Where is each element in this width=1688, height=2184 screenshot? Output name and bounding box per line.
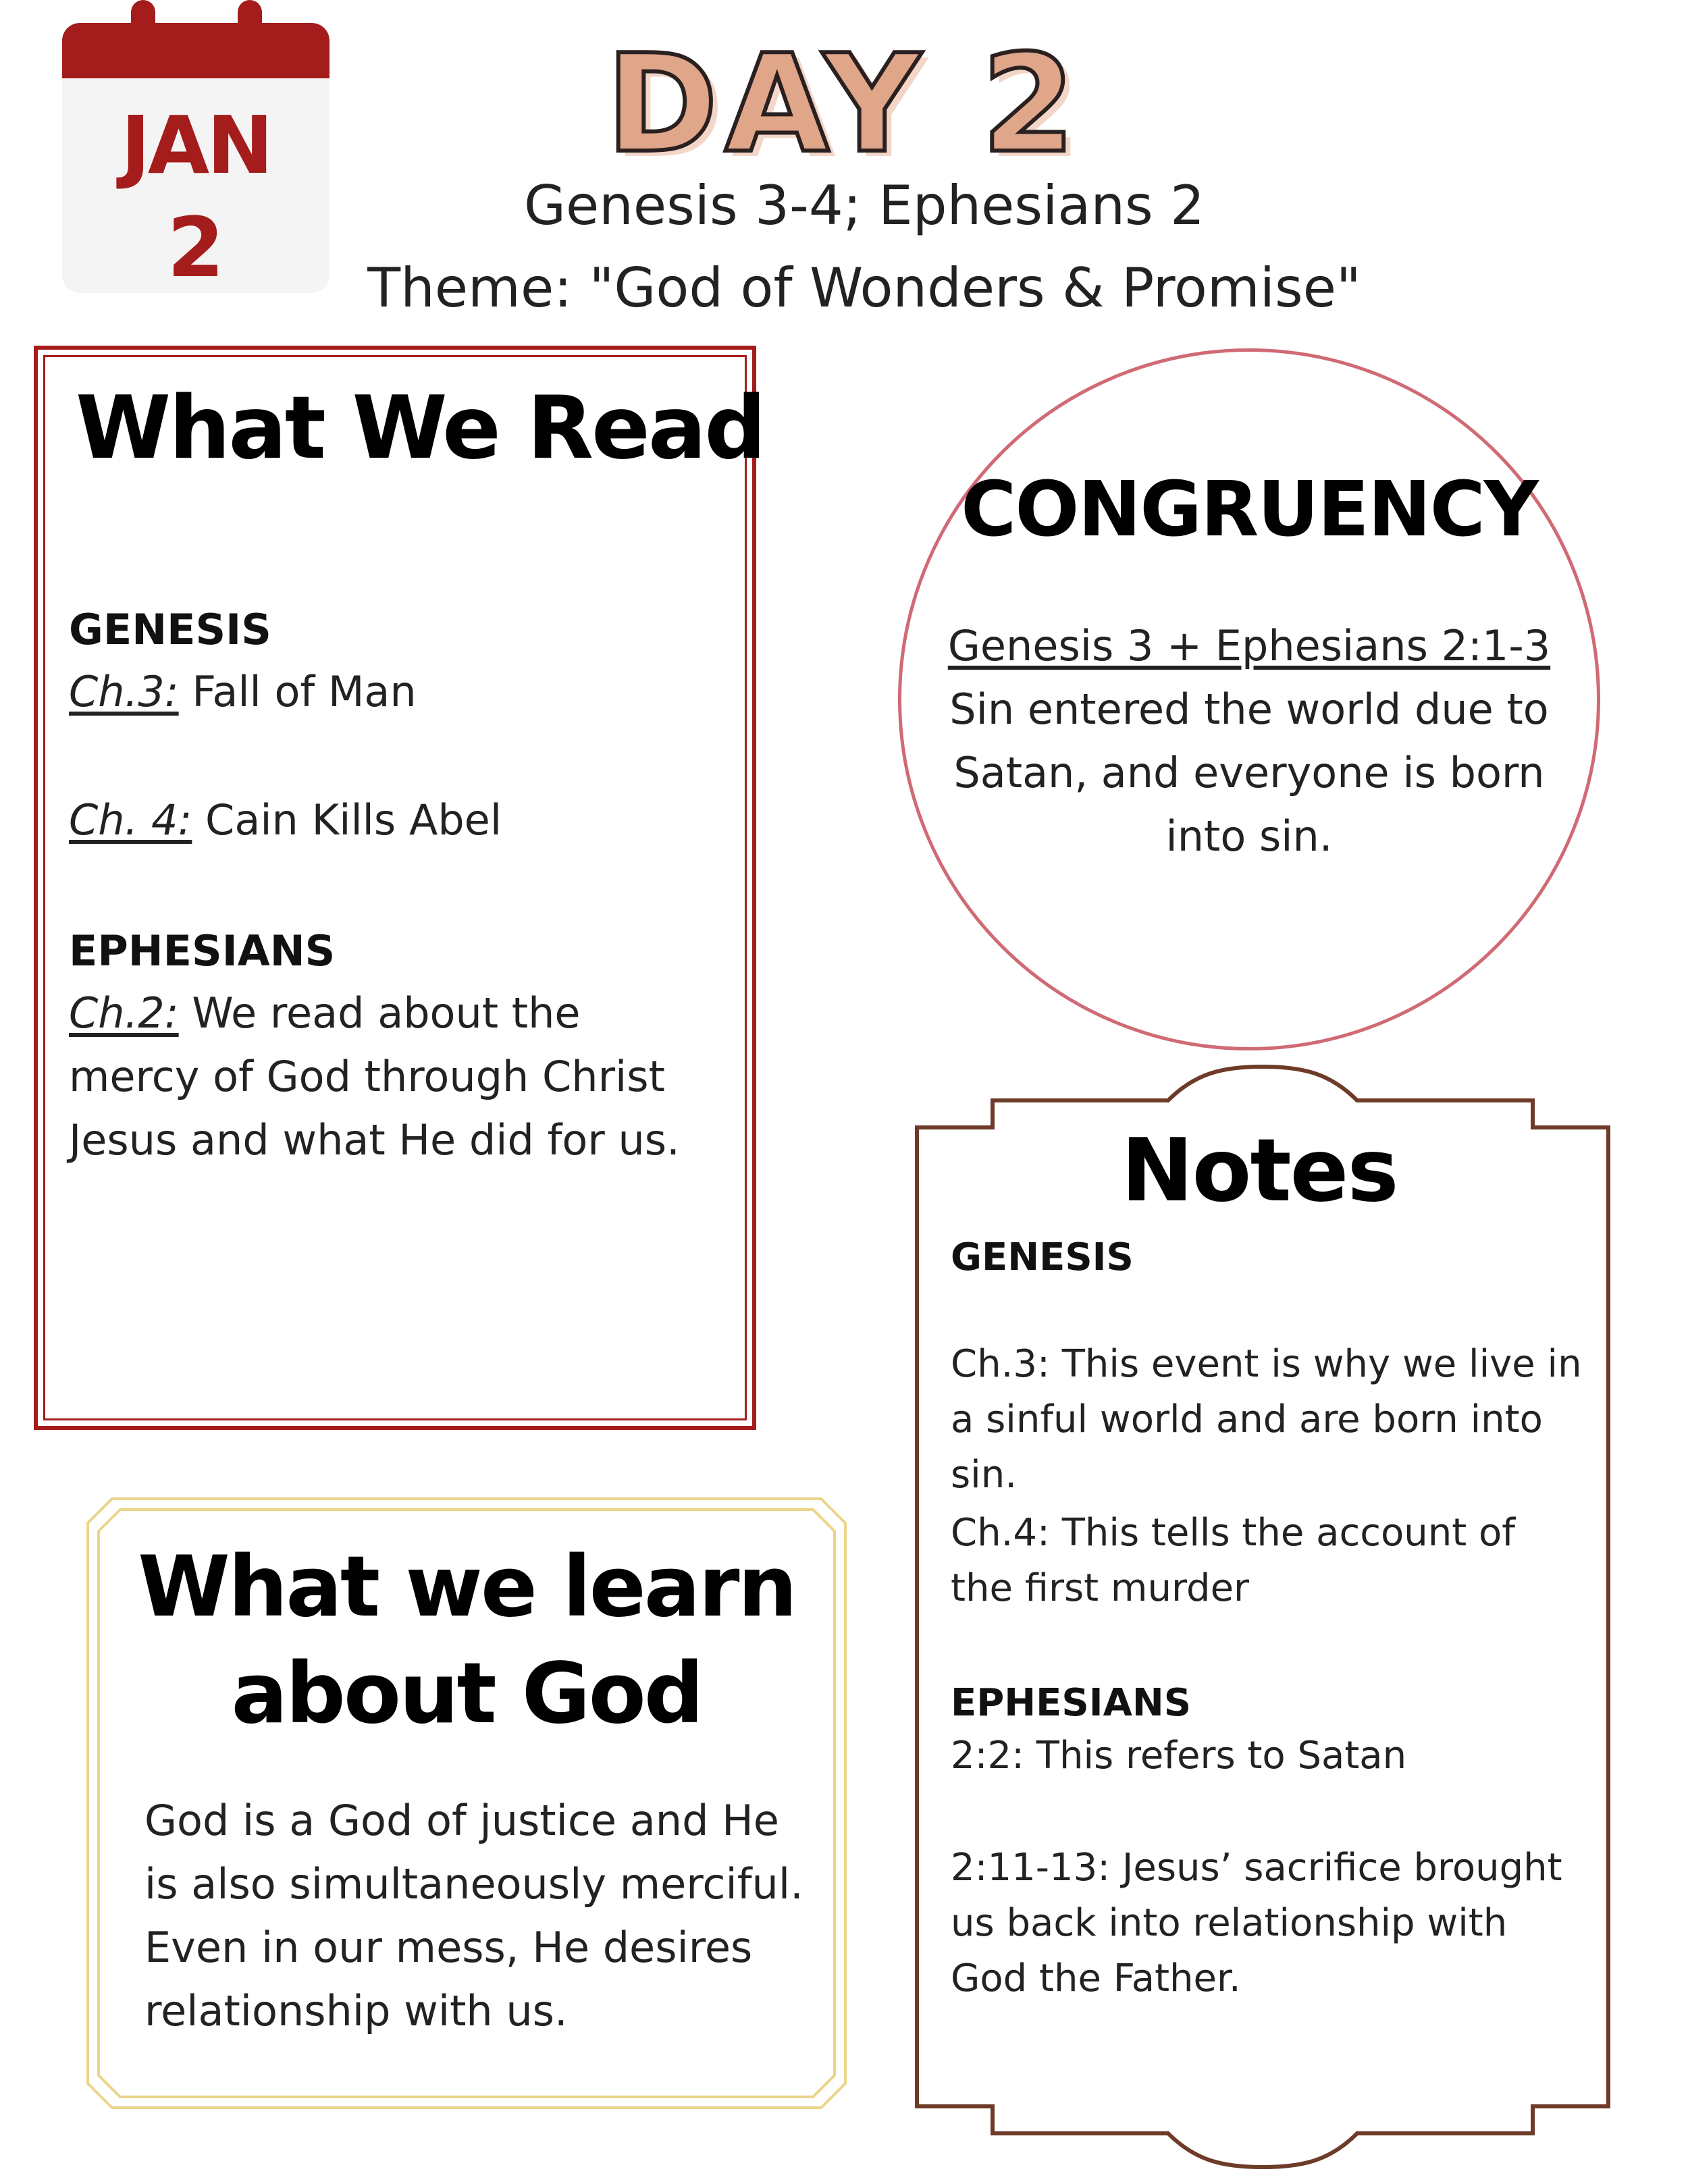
congruency-reference: Genesis 3 + Ephesians 2:1-3 — [947, 621, 1551, 670]
notes-title: Notes — [1121, 1121, 1398, 1221]
theme-line: Theme: "God of Wonders & Promise" — [367, 257, 1361, 319]
page-title: DAY 2 — [606, 26, 1082, 183]
ephesians-heading: EPHESIANS — [69, 926, 336, 976]
learn-text: God is a God of justice and He is also simultaneously merciful. Even in our mess, He desires relationship with us. — [144, 1796, 803, 2035]
ch2-label: Ch.2: — [69, 988, 179, 1038]
calendar-month: JAN — [121, 99, 271, 192]
ch2-text: We read about the mercy of God through Christ Jesus and what He did for us. — [69, 988, 680, 1165]
notes-ephesians-heading: EPHESIANS — [951, 1681, 1192, 1725]
ch4-text: Cain Kills Abel — [192, 795, 502, 845]
genesis-ch4-line — [69, 795, 502, 845]
congruency-text: Sin entered the world due to Satan, and everyone is born into sin. — [949, 685, 1549, 861]
reading-reference: Genesis 3-4; Ephesians 2 — [523, 174, 1205, 237]
genesis-heading: GENESIS — [69, 605, 271, 654]
ephesians-ch2-paragraph — [69, 982, 717, 1172]
what-we-read-box — [34, 346, 756, 1430]
notes-ch4: Ch.4: This tells the account of the first murder — [951, 1511, 1516, 1610]
learn-title: What we learn about God — [138, 1539, 795, 1742]
notes-eph-2-2: 2:2: This refers to Satan — [951, 1734, 1407, 1778]
notes-frame — [912, 1053, 1614, 2181]
ch4-label: Ch. 4: — [69, 795, 192, 845]
notes-genesis-heading: GENESIS — [951, 1235, 1134, 1279]
notes-eph-2-11: 2:11-13: Jesus’ sacrifice brought us back into relationship with God the Father. — [951, 1846, 1562, 2000]
congruency-title: CONGRUENCY — [961, 466, 1537, 554]
what-we-read-title: What We Read — [76, 378, 764, 479]
genesis-ch3-line — [69, 667, 417, 716]
ch3-label: Ch.3: — [69, 667, 179, 716]
ch3-text: Fall of Man — [178, 667, 417, 716]
notes-ch3: Ch.3: This event is why we live in a sinful world and are born into sin. — [951, 1342, 1582, 1497]
congruency-body — [925, 614, 1573, 868]
calendar-day: 2 — [167, 200, 225, 293]
